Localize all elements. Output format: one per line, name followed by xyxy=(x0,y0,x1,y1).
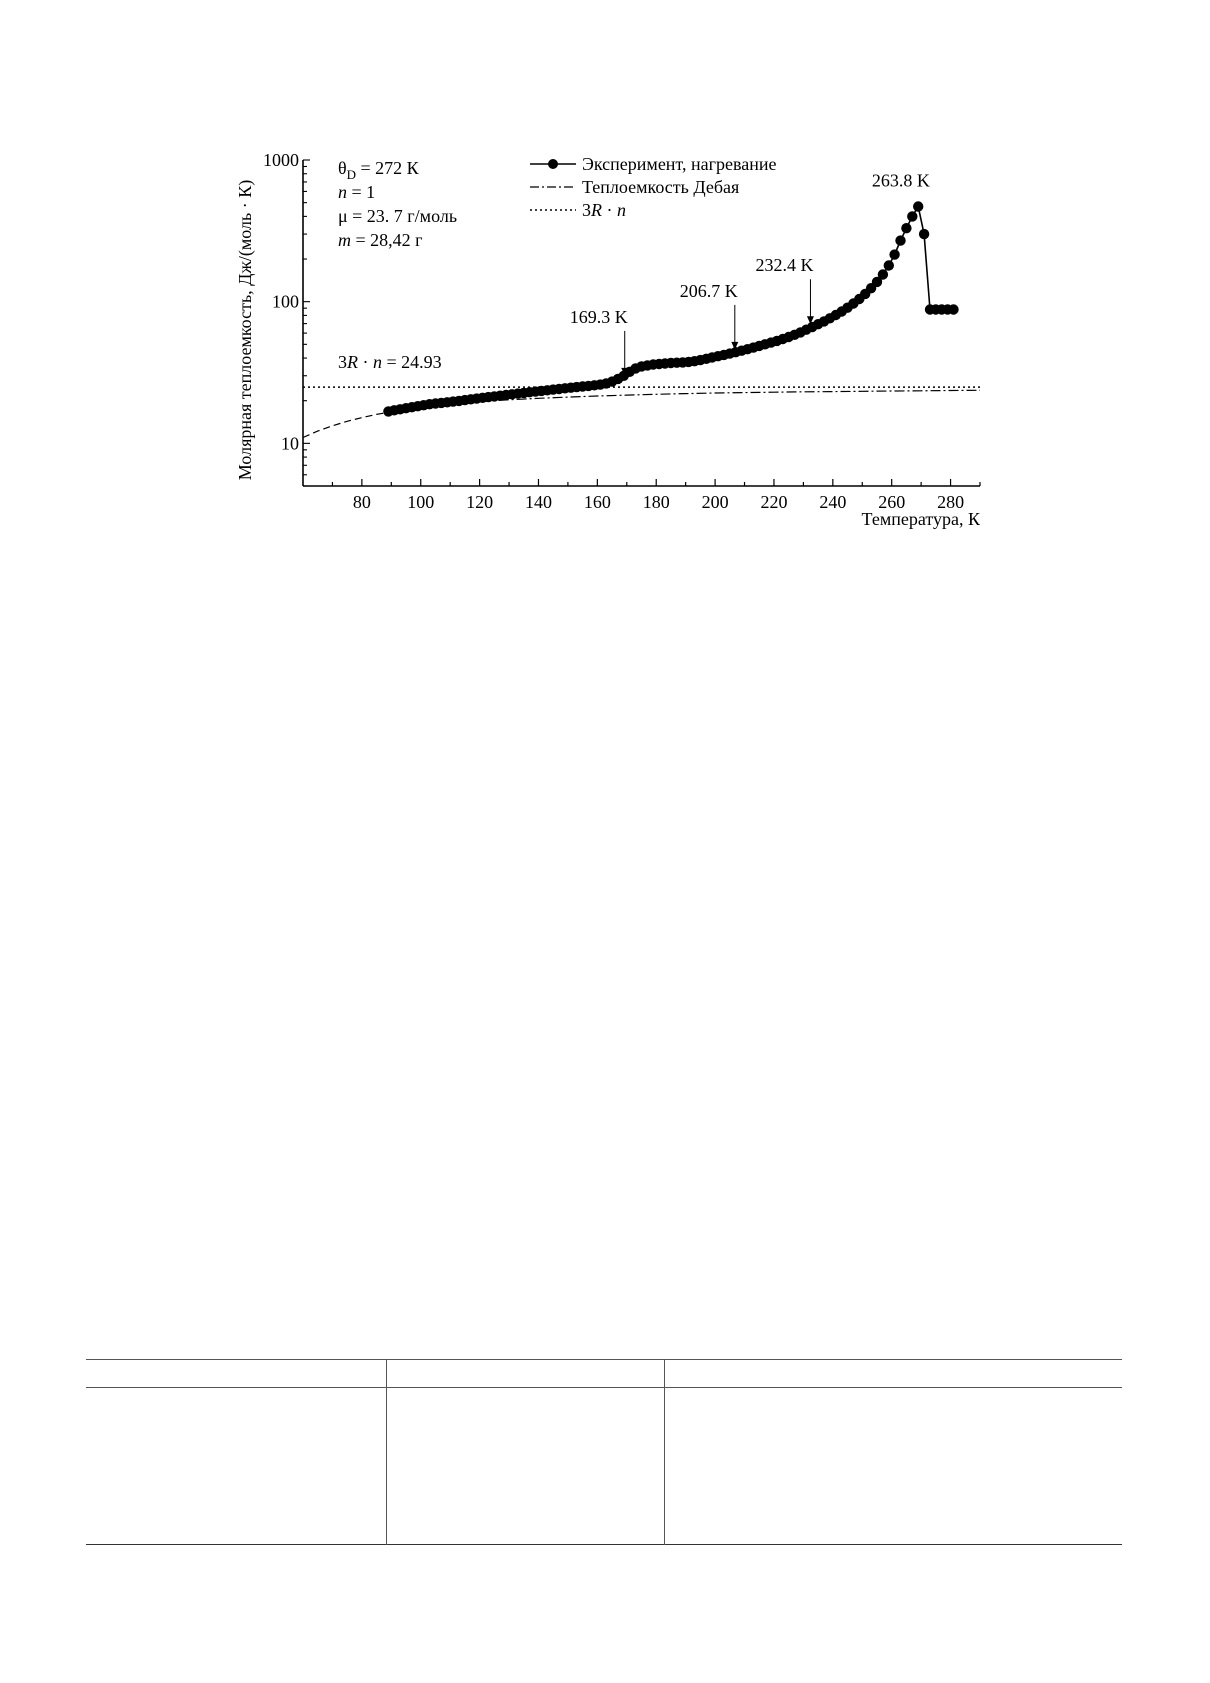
param-theta: $\theta_D = 272$ К xyxy=(338,158,419,182)
x-axis-label: Температура, К xyxy=(861,509,980,529)
x-tick-label: 240 xyxy=(819,492,847,512)
data-points xyxy=(383,201,959,416)
table-header-rule xyxy=(86,1387,1122,1388)
y-tick-label: 100 xyxy=(272,291,299,312)
table-column-divider xyxy=(386,1359,387,1545)
data-point xyxy=(919,229,929,239)
y-tick-label: 1000 xyxy=(263,150,299,170)
annotation-label: 206.7 K xyxy=(679,280,738,301)
data-point xyxy=(884,260,894,270)
x-tick-label: 80 xyxy=(352,492,371,512)
legend-label-experiment: Эксперимент, нагревание xyxy=(582,154,777,174)
annotation-1 xyxy=(680,281,739,350)
data-point xyxy=(948,304,958,314)
debye-line-low xyxy=(303,412,391,438)
x-axis xyxy=(332,479,980,512)
param-n: n = 1 xyxy=(338,182,376,202)
annotation-label: 263.8 K xyxy=(871,170,930,191)
x-tick-label: 260 xyxy=(878,492,906,512)
experiment-line xyxy=(388,207,953,412)
annotation-3 xyxy=(872,170,930,190)
data-point xyxy=(901,223,911,233)
x-tick-label: 180 xyxy=(642,492,670,512)
x-tick-label: 200 xyxy=(701,492,729,512)
empty-table xyxy=(86,1359,1122,1545)
legend-label-debye: Теплоемкость Дебая xyxy=(582,177,740,197)
x-tick-label: 160 xyxy=(583,492,611,512)
param-m: m = 28,42 г xyxy=(338,230,423,250)
data-point xyxy=(889,249,899,259)
table-column-divider xyxy=(664,1359,665,1545)
x-tick-label: 140 xyxy=(524,492,552,512)
x-tick-label: 220 xyxy=(760,492,788,512)
legend xyxy=(530,154,776,220)
y-tick-label: 10 xyxy=(281,433,299,454)
legend-item-experiment xyxy=(530,154,776,174)
params-block xyxy=(338,158,457,250)
x-tick-label: 100 xyxy=(407,492,435,512)
legend-label-3rn: 3R · n xyxy=(582,200,626,220)
legend-item-debye xyxy=(530,177,739,197)
annotation-0 xyxy=(570,307,629,376)
y-axis-label: Молярная теплоемкость, Дж/(моль · К) xyxy=(235,179,255,481)
table-bottom-rule xyxy=(86,1544,1122,1545)
data-point xyxy=(895,235,905,245)
data-point xyxy=(907,211,917,221)
reference-line-label: 3R · n = 24.93 xyxy=(338,352,442,372)
legend-marker xyxy=(548,159,558,169)
annotation-label: 169.3 K xyxy=(569,306,628,327)
x-tick-label: 280 xyxy=(937,492,965,512)
annotation-label: 232.4 K xyxy=(755,255,814,276)
data-point xyxy=(878,269,888,279)
annotation-2 xyxy=(755,255,814,324)
x-tick-label: 120 xyxy=(466,492,494,512)
data-point xyxy=(913,201,923,211)
legend-item-3rn xyxy=(530,200,626,220)
table-top-rule xyxy=(86,1359,1122,1360)
param-mu: μ = 23. 7 г/моль xyxy=(338,206,458,226)
